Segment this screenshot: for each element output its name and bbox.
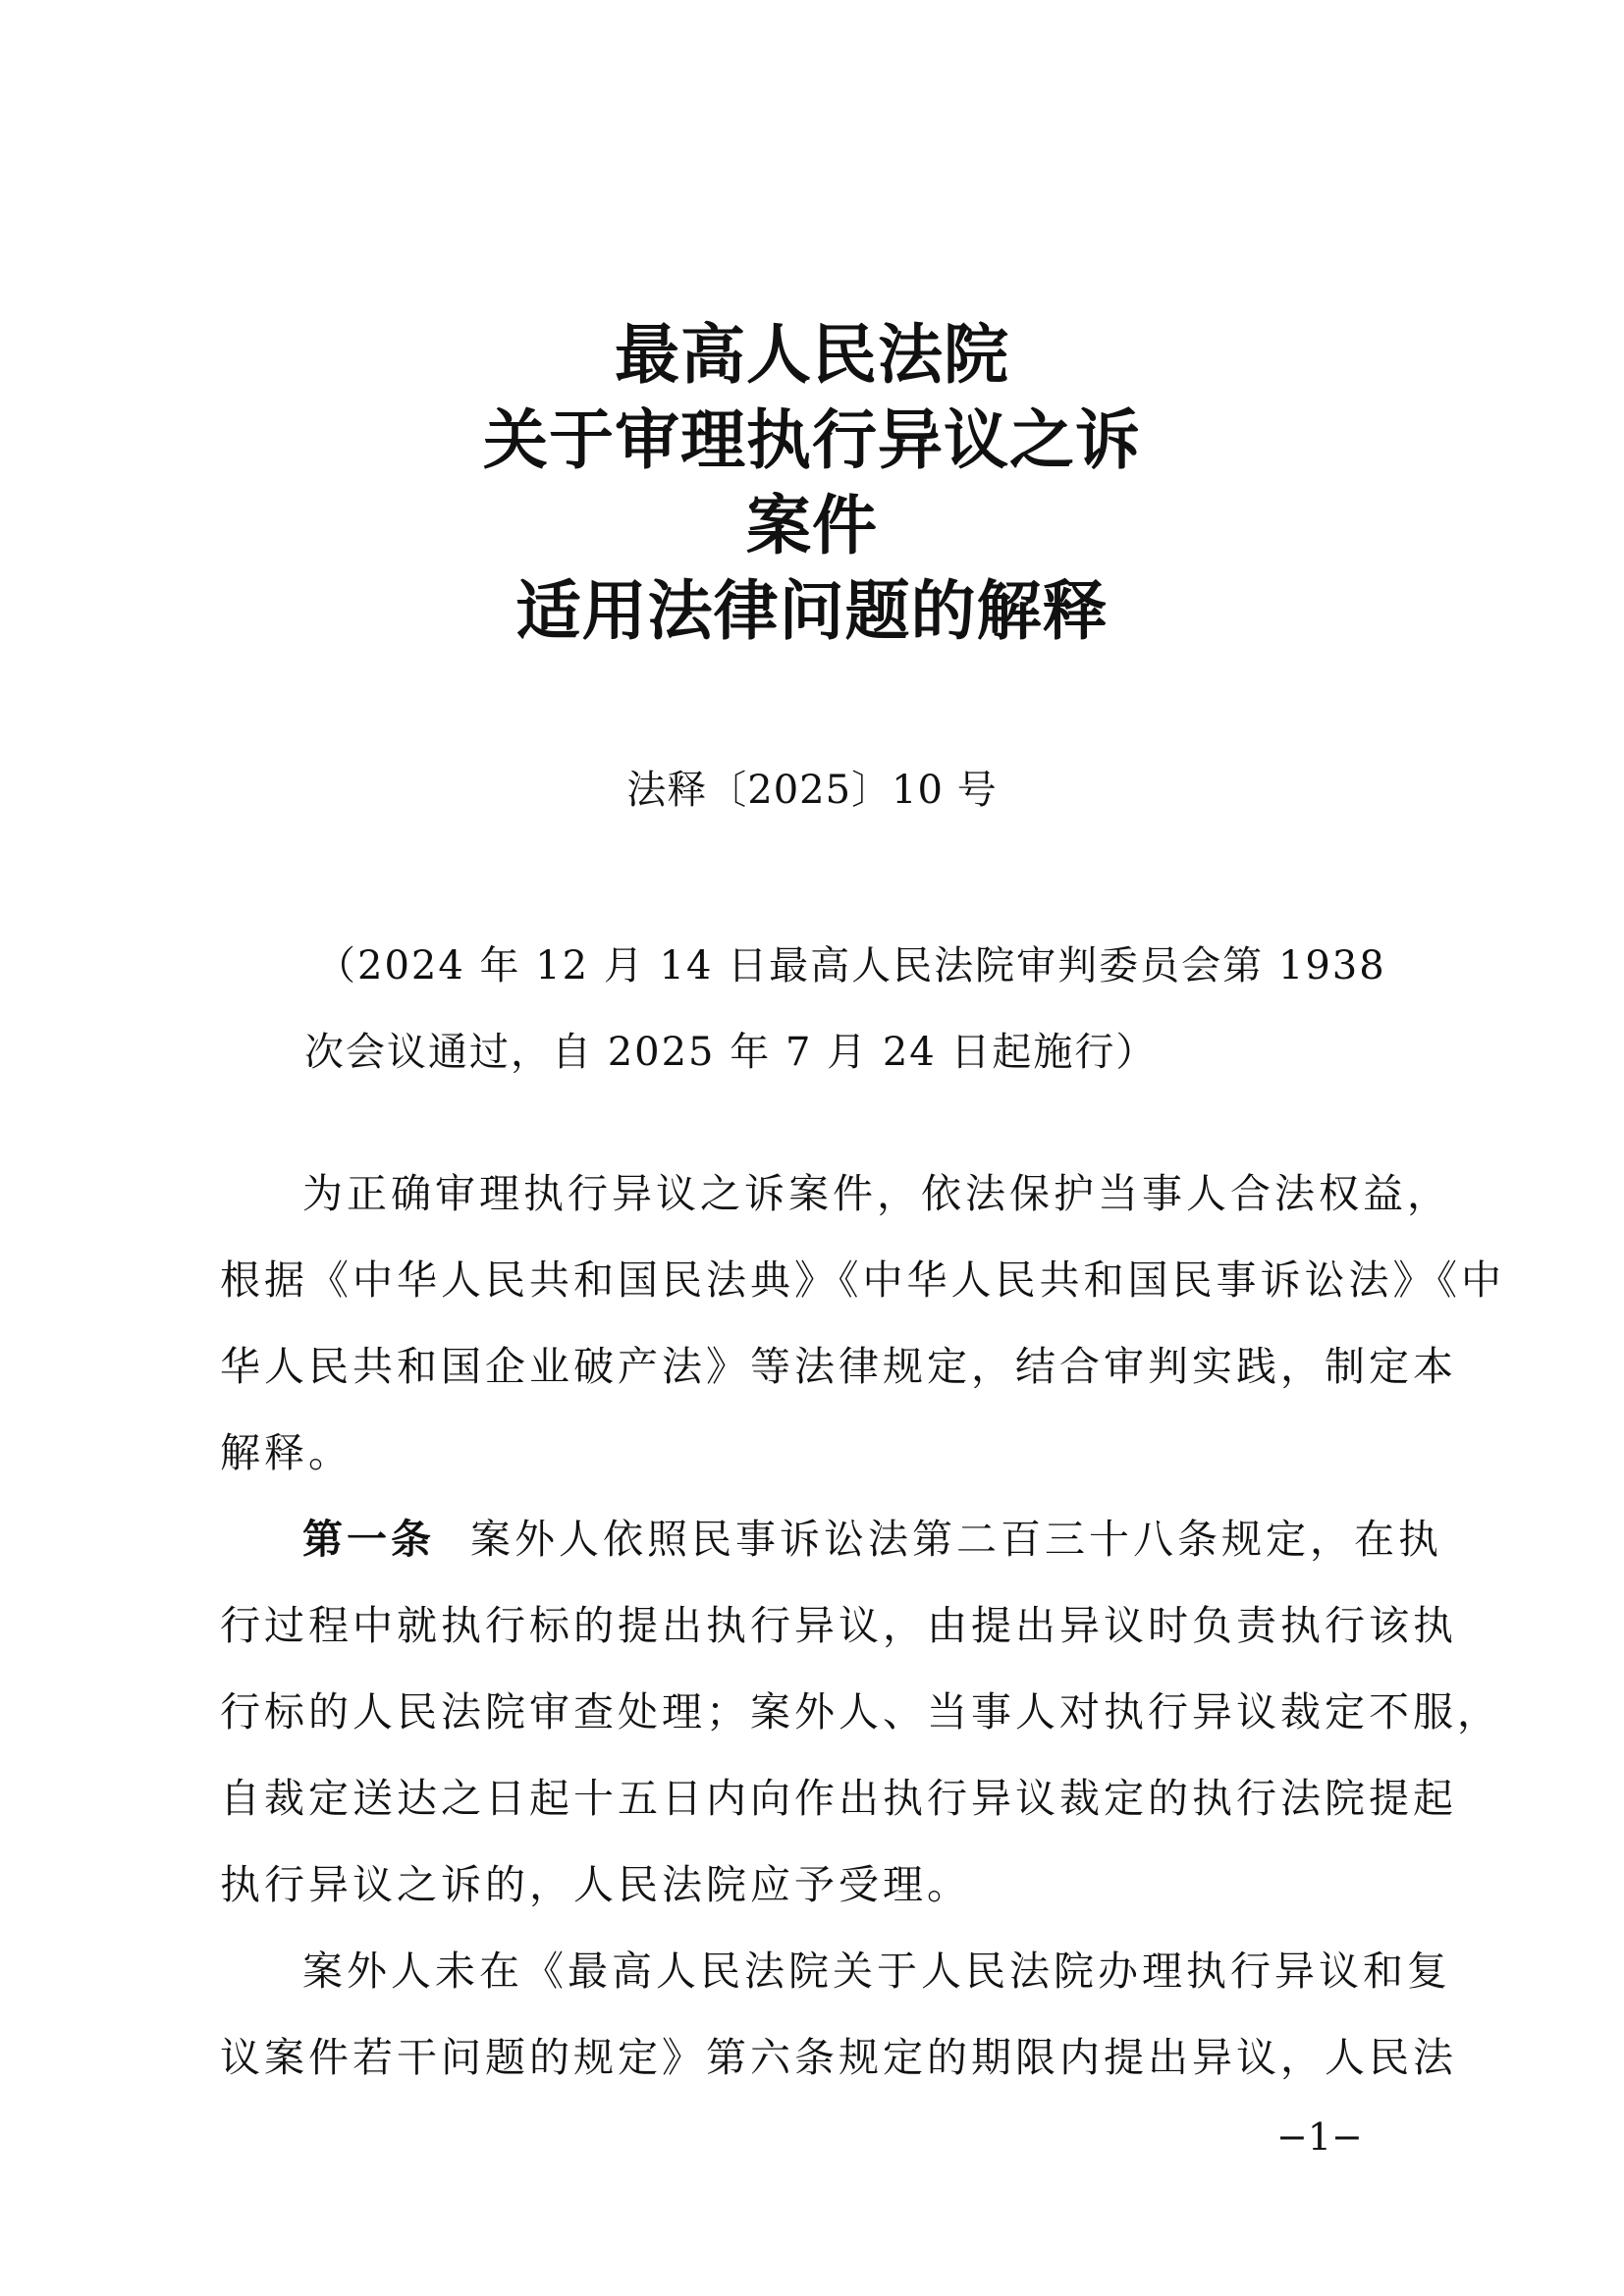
paragraph-2-line-1: 案外人未在《最高人民法院关于人民法院办理执行异议和复 [302, 1948, 1451, 1995]
body-text [220, 1150, 1505, 2101]
article-1-line-2: 行过程中就执行标的提出执行异议，由提出异议时负责执行该执 [220, 1602, 1457, 1649]
title-line-1: 最高人民法院 [615, 317, 1009, 393]
adoption-note [304, 923, 1414, 1095]
preamble-line-3: 华人民共和国企业破产法》等法律规定，结合审判实践，制定本 [220, 1343, 1457, 1390]
paragraph-2-line-2: 议案件若干问题的规定》第六条规定的期限内提出异议，人民法 [220, 2034, 1457, 2081]
article-1-label: 第一条 [302, 1516, 435, 1563]
preamble-line-2: 根据《中华人民共和国民法典》《中华人民共和国民事诉讼法》《中 [220, 1256, 1505, 1304]
article-1-line-3: 行标的人民法院审查处理；案外人、当事人对执行异议裁定不服， [220, 1688, 1501, 1735]
title-line-2: 关于审理执行异议之诉 [483, 402, 1141, 478]
document-number: 法释〔2025〕10 号 [626, 768, 998, 813]
article-1-first-line [220, 1496, 1442, 1582]
article-1-line-5: 执行异议之诉的，人民法院应予受理。 [220, 1861, 971, 1908]
title-line-4: 适用法律问题的解释 [515, 573, 1109, 649]
document-title [0, 312, 1624, 654]
adoption-note-line-2: 次会议通过，自 2025 年 7 月 24 日起施行） [304, 1030, 1158, 1075]
preamble-line-1: 为正确审理执行异议之诉案件，依法保护当事人合法权益， [302, 1170, 1451, 1217]
preamble-line-4: 解释。 [220, 1429, 352, 1476]
adoption-note-line-1: （2024 年 12 月 14 日最高人民法院审判委员会第 1938 [316, 943, 1386, 988]
article-1-line-1-text: 案外人依照民事诉讼法第二百三十八条规定，在执 [470, 1516, 1442, 1563]
article-1-line-4: 自裁定送达之日起十五日内向作出执行异议裁定的执行法院提起 [220, 1775, 1457, 1822]
title-line-3: 案件 [746, 488, 878, 563]
page-number: −1− [1276, 2115, 1363, 2159]
